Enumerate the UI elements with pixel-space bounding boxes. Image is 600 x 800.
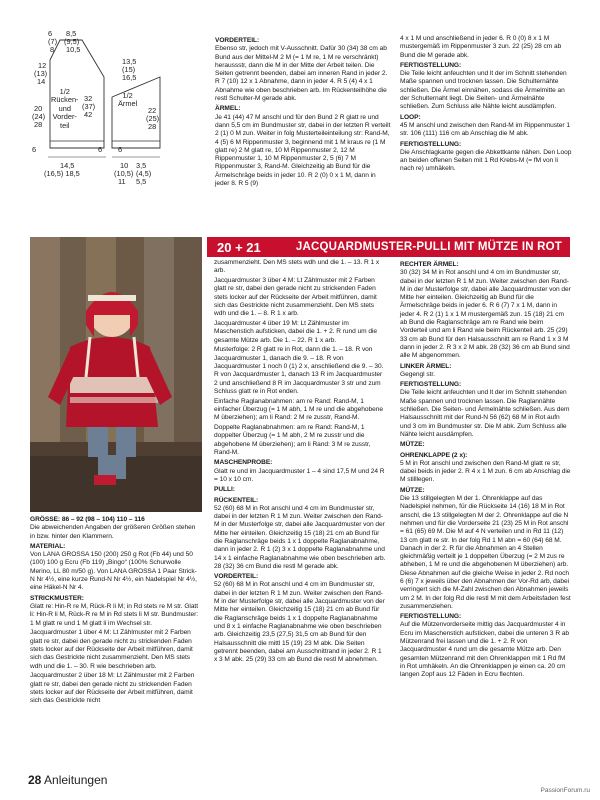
paragraph: Die 13 stillgelegten M der 1. Ohrenklappe auf das Nadelspiel nehmen, für die Rückseite 14 (16) 18 M in Rot anschl, die 13 stillgelegten M der 2. Ohrenklappe auf die N nehmen und für die Vorderseite 21 (23) 25 M in Rot anschl = 61 (65) 69 M. Die M auf 4 N verteilen und in Rd 11 (12) 13 cm glatt re str. In der folg Rd 1 M abn = 60 (64) 68 M. Danach in der 2. R für die Abnahmen an 4 Stellen gleichmäßig verteilt je 1 doppelten Überzug (= 2 M zus re abheben, 1 M re und die abgehobenen M überziehen) arb. Diese Abnahmen auf die gleiche Weise in jeder 2. Rd noch 6 (6) 7 x jeweils über den Abnahmen der Vor-Rd arb, dabei verringert sich die M-Zahl zwischen den Abnahmen jeweils um 2 M. In der folg Rd die restl M mit dem Arbeitsfaden fest zusammenziehen. — [400, 495, 571, 610]
sleeve-bottom-5: (4,5) — [136, 169, 152, 178]
section-heading: FERTIGSTELLUNG: — [400, 381, 462, 389]
section-heading: RÜCKENTEIL: — [214, 496, 259, 504]
section-heading: OHRENKLAPPE (2 x): — [400, 451, 468, 459]
page-number: 28 — [28, 773, 42, 787]
paragraph: 45 M anschl und zwischen den Rand-M im Rippenmuster 1 str. 106 (111) 116 cm ab Anschlag die M abk. — [400, 121, 570, 138]
front-bottom-2: 6 — [98, 145, 103, 154]
front-top-2: (7) — [48, 37, 58, 46]
front-left-1: 12 — [38, 61, 47, 70]
right-column — [400, 259, 572, 681]
front-top-1: 6 — [48, 29, 53, 38]
top-middle-column — [215, 35, 391, 190]
front-label: 1/2 Rücken- und Vorder- teil — [51, 87, 79, 130]
sleeve-bottom-2: 10 — [120, 161, 129, 170]
paragraph: 52 (60) 68 M in Rot anschl und 4 cm im Bundmuster str, dabei in der letzten R 1 M zun. Weiter zwischen den Rand-M in der Musterfolge str, dabei alle Jacquardmuster von der Mitte her einteilen. Gleichzeitig 15 (18) 21 cm ab Bund für die Raglanschräge beids 1 x 1 doppelte Raglanabnahme, dann in jeder 2. R 1 (2) 3 x 1 doppelte Raglanabnahme und 14 x 1 einfache Raglanabnahme wie oben beschrieben arb. 28 (32) 36 cm Bund die restl M gerade abk. — [214, 504, 386, 570]
section-heading: FERTIGSTELLUNG: — [400, 140, 462, 148]
sleeve-bottom-7: 5,5 — [136, 177, 147, 186]
front-top-4: 8,5 — [66, 29, 77, 38]
paragraph: Die Teile leicht anfeuchten und lt der im Schnitt stehenden Maße spannen und trocknen lassen. Die Raglannähte schließen. Die Seiten- und Ärmelnähte schließen. Aus dem Halsausschnitt mit der Rund-N 56 (62) 68 M in Rot aufn und 3 cm im Bundmuster str. Die M abk. Zum Schluss alle Nähte leicht ausdämpfen. — [400, 389, 570, 438]
banner-number: 20 + 21 — [217, 240, 261, 255]
section-banner — [207, 237, 570, 257]
sleeve-top-2: (15) — [122, 65, 136, 74]
top-right-column — [400, 35, 572, 175]
front-right-1: 32 — [84, 94, 93, 103]
sleeve-bottom-4: (10,5) — [114, 169, 134, 178]
paragraph: Musterfolge: 2 R glatt re in Rot, dann die 1. – 18. R von Jacquardmuster 1, danach die 9. – 18. R von Jacquardmuster 1 noch 0 (1) 2 x, anschließend die 9. – 30. R von Jacquardmuster 1, danach 13 R im Jacquardmuster 2 und anschließend 8 R im Jacquardmuster 3 str und zum Schluss glatt re in Rot enden. — [214, 346, 384, 395]
section-heading: ÄRMEL: — [215, 105, 241, 113]
paragraph: Jacquardmuster 1 über 4 M: Lt Zählmuster mit 2 Farben glatt re str, dabei den gerade nicht zu strickenden Faden stets locker auf der Rückseite der Arbeit mitführen, damit sich das Gestrickte nicht zusammenzieht. Den MS stets wdh und die 1. – 30. R wie beschrieben arb. — [30, 629, 193, 670]
paragraph: 4 x 1 M und anschließend in jeder 6. R 0 (0) 8 x 1 M mustergemäß im Rippenmuster 3 zun. 22 (25) 28 cm ab Bund die M gerade abk. — [400, 35, 562, 59]
section-heading: MÜTZE: — [400, 486, 425, 494]
section-heading: LINKER ÄRMEL: — [400, 362, 452, 370]
paragraph: zusammenzieht. Den MS stets wdh und die 1. – 13. R 1 x arb. — [214, 259, 380, 275]
banner-title: JACQUARDMUSTER-PULLI MIT MÜTZE IN ROT — [295, 241, 562, 253]
section-heading: STRICKMUSTER: — [30, 594, 84, 602]
front-bottom-4: (16,5) 18,5 — [44, 169, 80, 178]
paragraph: Jacquardmuster 2 über 18 M: Lt Zählmuster mit 2 Farben glatt re str, dabei den gerade nicht zu strickenden Faden stets locker auf der Rückseite der Arbeit mitführen, damit sich das Gestrickte nicht — [30, 672, 195, 705]
sleeve-label: 1/2 Ärmel — [118, 91, 138, 108]
child-photo — [30, 237, 202, 512]
paragraph: 30 (32) 34 M in Rot anschl und 4 cm im Bundmuster str, dabei in der letzten R 1 M zun. Weiter zwischen den Rand-M in der Musterfolge str, dabei alle Jacquardmuster von der Mitte her einteilen. Gleichzeitig ab Bund für die Ärmelschräge beids in jeder 6. R 6 (7) 7 x 1 M, dann in jeder 4. R 2 (1) 1 x 1 M mustergemäß zun. 15 (18) 21 cm ab Bund die Raglanschräge am re Rand wie beim Vorderteil und am li Rand wie beim Rückenteil arb. 25 (29) 33 cm ab Bund für den Halsausschnitt am re Rand 1 x 3 M dann in jeder 2. R 3 x 2 M abk. 28 (32) 36 cm ab Bund sind alle M abgenommen. — [400, 269, 571, 360]
paragraph: Die Teile leicht anfeuchten und lt der im Schnitt stehenden Maße spannen und trocknen lassen. Die Schulternähte schließen. Die Ärmel einnähen, sodass die Ärmelmitte an der Schulternaht liegt. Die Seiten- und Ärmelnähte schließen. Zum Schluss alle Nähte leicht ausdämpfen. — [400, 70, 567, 111]
front-left-4: 20 — [34, 104, 43, 113]
sleeve-bottom-3: 3,5 — [136, 161, 147, 170]
front-right-3: 42 — [84, 110, 93, 119]
section-heading: MÜTZE: — [400, 441, 425, 449]
sleeve-top-1: 13,5 — [122, 57, 137, 66]
front-left-2: (13) — [34, 69, 48, 78]
section-heading: VORDERTEIL: — [215, 37, 260, 44]
front-left-5: (24) — [32, 112, 46, 121]
paragraph: Jacquardmuster 3 über 4 M: Lt Zählmuster mit 2 Farben glatt re str, dabei den gerade nicht zu strickenden Faden stets locker auf der Rückseite der Arbeit mitführen, damit sich das Gestrickte nicht zusammenzieht. Den MS stets wdh und die 1. – 8. R 1 x arb. — [214, 277, 377, 318]
page-footer — [28, 773, 107, 787]
sleeve-right-1: 22 — [148, 106, 157, 115]
front-right-2: (37) — [82, 102, 96, 111]
front-bottom-1: 6 — [32, 145, 37, 154]
front-left-3: 14 — [37, 77, 46, 86]
paragraph: Die abweichenden Angaben der größeren Größen stehen in bzw. hinter den Klammern. — [30, 524, 196, 540]
paragraph: 5 M in Rot anschl und zwischen den Rand-M glatt re str, dabei beids in jeder 2. R 4 x 1 M zun. 6 cm ab Anschlag die M stilllegen. — [400, 459, 571, 484]
section-heading: MATERIAL: — [30, 542, 66, 550]
middle-column — [214, 259, 386, 666]
section-heading: PULLI: — [214, 486, 235, 494]
paragraph: Auf die Mützenvorderseite mittig das Jacquardmuster 4 in Ecru im Maschenstich aufsticken, dabei die unteren 3 R ab Mützenrand frei lassen und die 1. + 2. R von Jacquardmuster 4 rund um die gesamte Mütze arb. Den gesamten Mützenrand mit den Ohrenklappen mit 1 Rd fM in Rot umhäkeln. An die Ohrenklappen je einen ca. 20 cm langen Zopf aus 12 Fäden in Ecru flechten. — [400, 621, 570, 679]
paragraph: Von LANA GROSSA 150 (200) 250 g Rot (Fb 44) und 50 (100) 100 g Ecru (Fb 119) „Bingo“ (100% Schurwolle Merino, LL 80 m/50 g). Von LANA GROSSA 1 Paar Strick-N Nr 4½, eine kurze Rund-N Nr 4½, ein Nadelspiel Nr 4½, eine Häkel-N Nr 4. — [30, 551, 197, 592]
sleeve-bottom-6: 11 — [118, 177, 126, 186]
section-heading: RECHTER ÄRMEL: — [400, 261, 459, 268]
sleeve-top-3: 16,5 — [122, 73, 137, 82]
paragraph: Je 41 (44) 47 M anschl und für den Bund 2 R glatt re und dann 5,5 cm im Bundmuster str, dabei in der letzten R verteilt 2 (1) 0 M zun. Weiter in folg Musterteileinteilung str: Rand-M, 4 (5) 6 M Rippenmuster 3, beginnend mit 1 M kraus re (1 M glatt re) 2 M glatt re, 10 M Rippenmuster 2, 12 M Rippenmuster 1, 10 M Rippenmuster 2, 5 (6) 7 M Rippenmuster 3, Rand-M. Gleichzeitig ab Bund für die Ärmelschräge beids in jeder 10. R 2 (0) 0 x 1 M, dann in jeder 8. R 5 (9) — [215, 113, 391, 188]
paragraph: Doppelte Raglanabnahmen: am re Rand: Rand-M, 1 doppelter Überzug (= 1 M abh, 2 M re zusstr und die abgehobene M überziehen); am li Rand: 3 M re zusstr, Rand-M. — [214, 424, 371, 457]
paragraph: Glatt re und im Jacquardmuster 1 – 4 sind 17,5 M und 24 R = 10 x 10 cm. — [214, 467, 385, 483]
front-top-5: (9,5) — [64, 37, 80, 46]
front-top-6: 10,5 — [66, 45, 81, 54]
paragraph: Glatt re: Hin-R re M, Rück-R li M; in Rd stets re M str. Glatt li: Hin-R li M, Rück-R re M in Rd stets li M str. Bundmuster: 1 M glatt re und 1 M glatt li im Wechsel str. — [30, 602, 199, 627]
paragraph: Ebenso str, jedoch mit V-Ausschnitt. Dafür 30 (34) 38 cm ab Bund aus der Mittel-M 2 M (= 1 M re, 1 M re verschränkt) heraussstr, dann die M in der Mitte der Arbeit teilen. Die Seiten getrennt beenden, dabei am inneren Rand in jeder 2. R 7 (10) 12 x 1 Abnahme, dann in jeder 4. R 5 (4) 4 x 1 Abnahme wie oben beschrieben arb. Im Rückenteilhöhe die restl Schulter-M gerade abk. — [215, 45, 388, 103]
section-heading: FERTIGSTELLUNG: — [400, 613, 462, 621]
sleeve-right-3: 28 — [148, 122, 157, 131]
left-column — [30, 514, 200, 707]
front-left-6: 28 — [34, 120, 43, 129]
paragraph: Einfache Raglanabnahmen: am re Rand: Rand-M, 1 einfacher Überzug (= 1 M abh, 1 M re und die abgehobene M überziehen); am li Rand: 2 M re zusstr, Rand-M. — [214, 397, 383, 422]
sleeve-right-2: (25) — [146, 114, 160, 123]
section-heading: MASCHENPROBE: — [214, 459, 273, 467]
front-bottom-3: 14,5 — [60, 161, 75, 170]
sleeve-bottom-1: 6 — [118, 145, 123, 154]
paragraph: 52 (60) 68 M in Rot anschl und 4 cm im Bundmuster str, dabei in der letzten R 1 M zun. Weiter zwischen den Rand-M in der Musterfolge str, dabei alle Jacquardmuster von der Mitte her einteilen. Gleichzeitig 15 (18) 21 cm ab Bund für die Raglanschräge beids 1 x 1 doppelte Raglanabnahme und 8 x 1 einfache Raglanabnahme wie oben beschrieben arb. Gleichzeitig 23,5 (27,5) 31,5 cm ab Bund für den Halsausschnitt die mittl 15 (19) 23 M abk. Die Seiten getrennt beenden, dabei am Ausschnittrand in jeder 2. R 1 x 3 M abk. 25 (29) 33 cm ab Bund die restl M abnehmen. — [214, 581, 385, 664]
section-heading: GRÖSSE: 86 – 92 (98 – 104) 110 – 116 — [30, 516, 145, 523]
credit: PassionForum.ru — [540, 787, 590, 794]
paragraph: Die Anschlagkante gegen die Abkettkante nähen. Den Loop an beiden offenen Seiten mit 1 Rd Krebs-M (= fM von li nach re) umhäkeln. — [400, 148, 572, 173]
paragraph: Gegengl str. — [400, 370, 435, 378]
paragraph: Jacquardmuster 4 über 19 M: Lt Zählmuster im Maschenstich aufsticken, dabei die 1. + 2. R rund um die gesamte Mütze arb. Die 1. – 22. R 1 x arb. — [214, 320, 378, 344]
section-heading: LOOP: — [400, 113, 421, 121]
section-heading: VORDERTEIL: — [214, 573, 259, 581]
front-top-3: 8 — [50, 45, 55, 54]
section-heading: FERTIGSTELLUNG: — [400, 61, 462, 69]
section-label: Anleitungen — [44, 773, 108, 787]
